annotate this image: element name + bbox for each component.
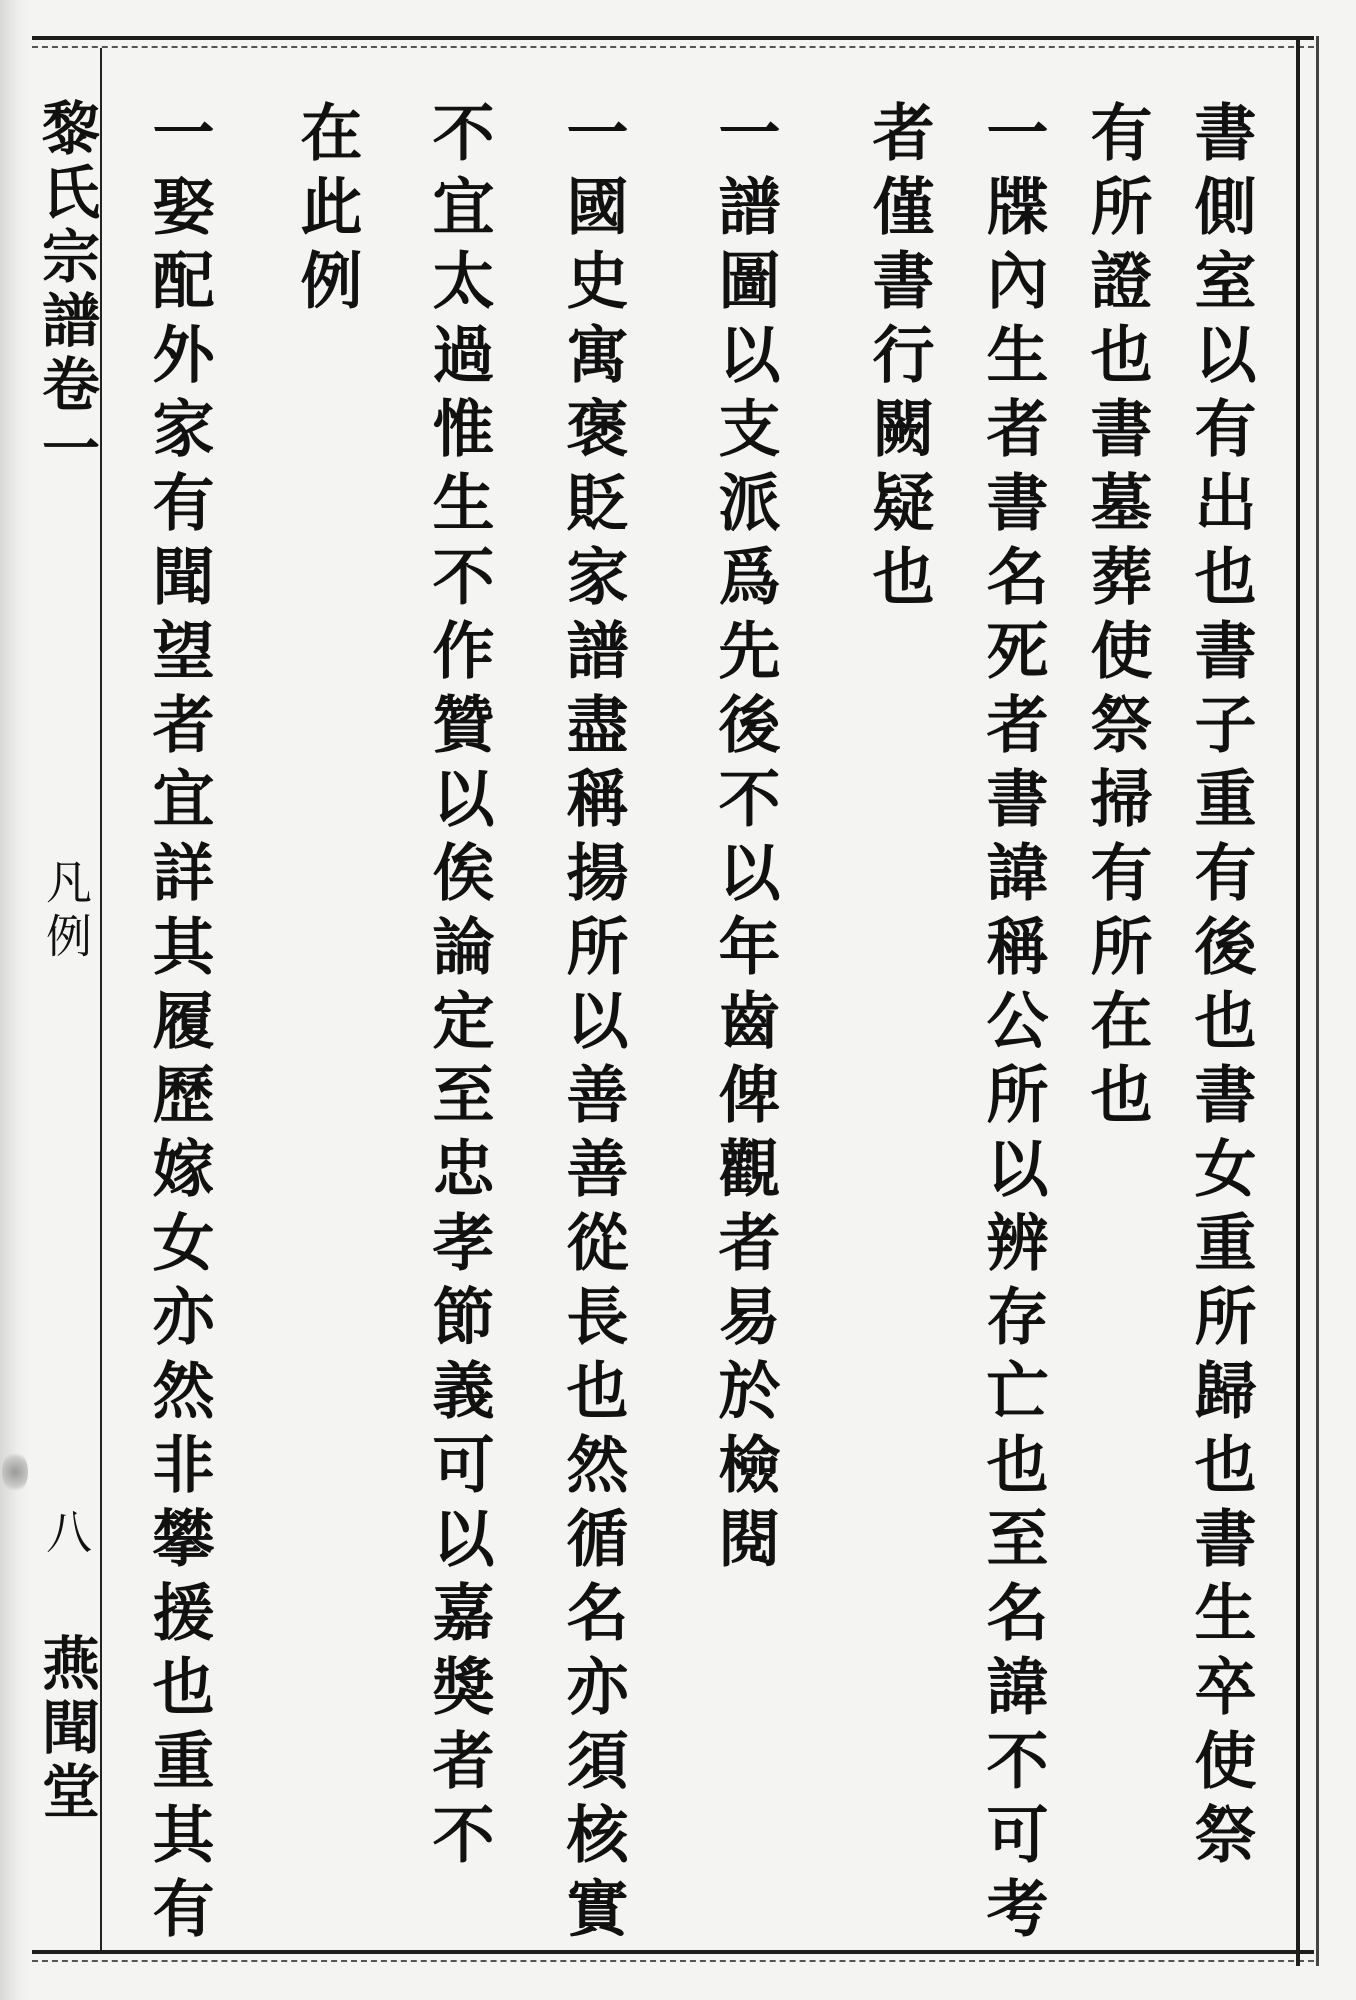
spine-book-title	[32, 98, 100, 482]
text-column-9: 一娶配外家有聞望者宜詳其履歷嫁女亦然非攀援也重其有	[142, 100, 215, 1950]
text-column-2: 有所證也書墓葬使祭掃有所在也	[1080, 100, 1153, 1136]
spine-volume-text: 卷一	[32, 354, 100, 482]
right-border-rule	[1296, 36, 1319, 1966]
top-border-rule	[32, 36, 1314, 48]
text-column-1: 書側室以有出也書子重有後也書女重所歸也書生卒使祭	[1184, 100, 1257, 1876]
text-column-4: 者僅書行闕疑也	[862, 100, 935, 618]
text-column-3: 一牒內生者書名死者書諱稱公所以辨存亡也至名諱不可考	[976, 100, 1049, 1950]
text-column-5: 一譜圖以支派爲先後不以年齒俾觀者易於檢閱	[708, 100, 781, 1580]
text-column-8: 在此例	[290, 100, 363, 322]
spine-page-number: 八	[39, 1508, 93, 1554]
text-column-6: 一國史寓褒貶家譜盡稱揚所以善善從長也然循名亦須核實	[556, 100, 629, 1950]
text-column-7: 不宜太過惟生不作贊以俟論定至忠孝節義可以嘉獎者不	[422, 100, 495, 1876]
binding-hole	[2, 1450, 28, 1494]
spine-hall-name: 燕聞堂	[32, 1633, 100, 1825]
spine-section-label: 凡例	[39, 858, 93, 966]
bottom-border-rule	[32, 1950, 1314, 1962]
page-gutter-shadow	[0, 0, 30, 2000]
spine-margin	[32, 48, 102, 1950]
spine-title-text: 黎氏宗譜	[32, 98, 100, 354]
